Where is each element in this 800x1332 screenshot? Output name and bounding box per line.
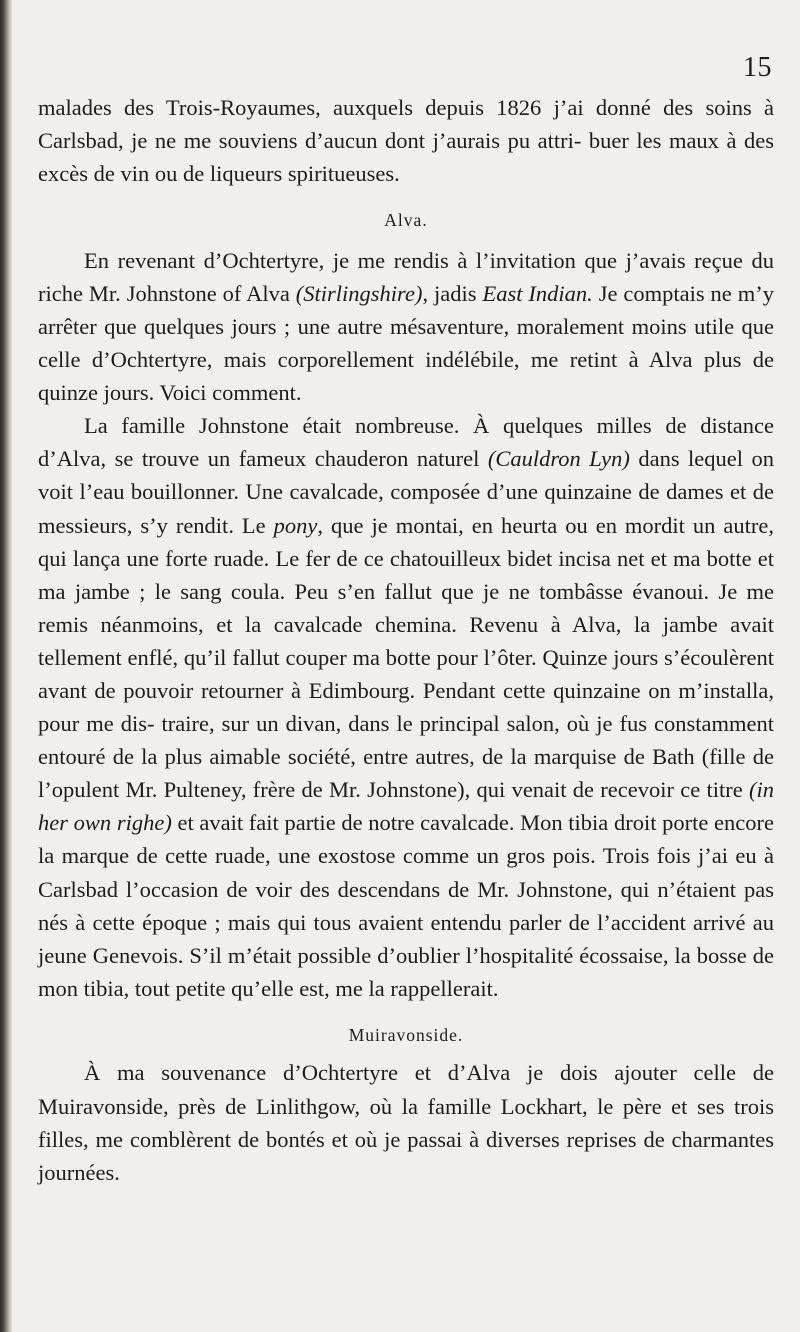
text-run: En revenant d’Ochtertyre, je me rendis à l’invitation que j’avais reçue du riche Mr. Johnstone of Alva bbox=[38, 247, 774, 306]
italic-run: (Stirlingshire) bbox=[295, 280, 423, 306]
text-run: et avait fait partie de notre cavalcade. Mon tibia droit porte encore la marque de cette ruade, une exostose comme un gros pois. Trois fois j’ai eu à Carlsbad l’occasion de voir des descendans de Mr. Johnstone, qui n’étaient pas nés à cette époque ; mais qui tous avaient entendu parler de l’accident arrivé au jeune Genevois. S’il m’était possible d’oublier l’hospitalité écossaise, la bosse de mon tibia, tout petite qu’elle est, me la rappellerait. bbox=[38, 810, 774, 1001]
alva-paragraph-1 bbox=[38, 244, 774, 409]
muiravonside-paragraph-1: À ma souvenance d’Ochtertyre et d’Alva je dois ajouter celle de Muiravonside, près de Linlithgow, où la famille Lockhart, le père et ses trois filles, me comblèrent de bontés et où je passai à diverses reprises de charmantes journées. bbox=[38, 1060, 774, 1185]
text-run: , que je montai, en heurta ou en mordit un autre, qui lança une forte ruade. Le fer de ce chatouilleux bidet incisa net et ma botte et ma jambe ; le sang coula. Peu s’en fallut que je ne tombâsse évanoui. Je me remis néanmoins, et la cavalcade chemina. Revenu à Alva, la jambe avait tellement enflé, qu’il fallut couper ma botte pour l’ôter. Quinze jours s’écoulèrent avant de pouvoir retourner à Edimbourg. Pendant cette quinzaine on m’installa, pour me dis- traire, sur un divan, dans le principal salon, où je fus constamment entouré de la plus aimable société, entre autres, de la marquise de Bath (fille de l’opulent Mr. Pulteney, frère de Mr. Johnstone), qui venait de recevoir ce titre bbox=[38, 512, 774, 803]
italic-run: (in her own righe) bbox=[38, 777, 774, 836]
text-run: dans lequel on voit l’eau bouillonner. Une cavalcade, composée d’une quinzaine de dames et de messieurs, s’y rendit. Le bbox=[38, 446, 775, 538]
intro-paragraph: malades des Trois-Royaumes, auxquels depuis 1826 j’ai donné des soins à Carlsbad, je ne me souviens d’aucun dont j’aurais pu attri- buer les maux à des excès de vin ou de liqueurs spiritueuses. bbox=[38, 95, 774, 187]
italic-run: pony bbox=[273, 512, 318, 538]
section-heading-alva: Alva. bbox=[384, 210, 428, 231]
page-number: 15 bbox=[743, 52, 772, 83]
section-heading-muiravonside: Muiravonside. bbox=[348, 1024, 464, 1045]
italic-run: (Cauldron Lyn) bbox=[487, 446, 630, 472]
page-body bbox=[38, 91, 774, 1189]
page-binding-edge bbox=[0, 0, 12, 1332]
italic-run: East Indian. bbox=[482, 280, 593, 306]
alva-paragraph-2 bbox=[38, 409, 774, 1005]
text-run: , jadis bbox=[422, 280, 483, 306]
text-run: Je comptais ne m’y arrêter que quelques jours ; une autre mésaventure, moralement moins utile que celle d’Ochtertyre, mais corporellement indélébile, me retint à Alva plus de quinze jours. Voici comment. bbox=[38, 280, 774, 406]
text-run: La famille Johnstone était nombreuse. À quelques milles de distance d’Alva, se trouve un fameux chauderon naturel bbox=[38, 413, 774, 472]
